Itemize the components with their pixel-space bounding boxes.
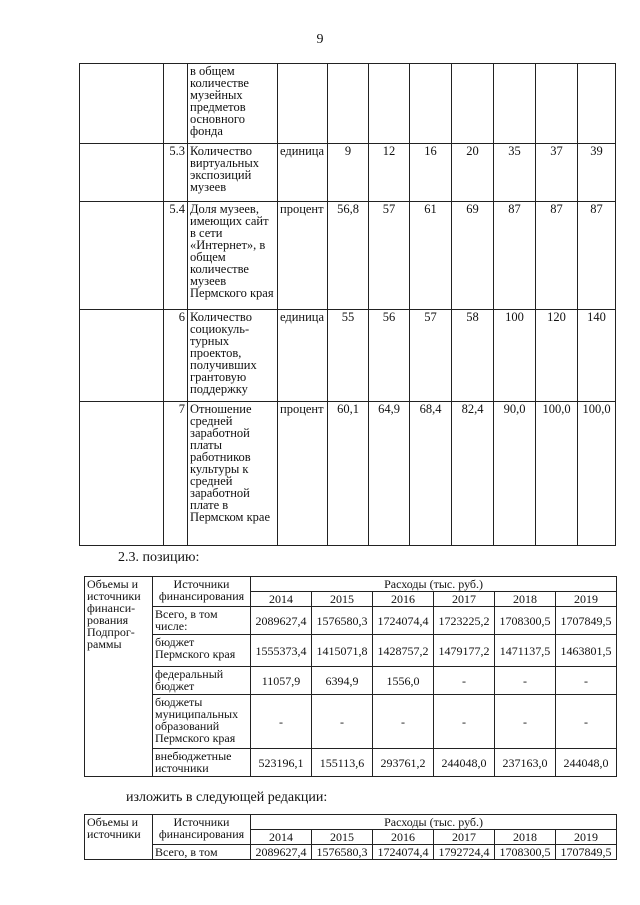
value-cell: 35: [494, 144, 536, 202]
year-header: 2019: [556, 830, 617, 845]
row-number: 6: [164, 310, 188, 402]
unit-cell: единица: [278, 144, 328, 202]
amount-cell: 1415071,8: [312, 635, 373, 667]
amount-cell: 11057,9: [251, 667, 312, 695]
amount-cell: 1576580,3: [312, 607, 373, 635]
expenses-header: Расходы (тыс. руб.): [251, 815, 617, 830]
year-header: 2019: [556, 592, 617, 607]
row-number: 5.3: [164, 144, 188, 202]
value-cell: 100,0: [536, 402, 578, 546]
amount-cell: 1708300,5: [495, 607, 556, 635]
year-header: 2017: [434, 830, 495, 845]
value-cell: 87: [536, 202, 578, 310]
amount-cell: -: [373, 695, 434, 749]
value-cell: 57: [410, 310, 452, 402]
unit-cell: процент: [278, 402, 328, 546]
table-row: [80, 144, 616, 202]
year-header: 2014: [251, 592, 312, 607]
value-cell: 68,4: [410, 402, 452, 546]
left-blank-cell: [80, 202, 164, 310]
indicator-name: Доля музеев, имеющих сайт в сети «Интернет», в общем количестве музеев Пермского края: [188, 202, 278, 310]
left-blank-cell: [80, 402, 164, 546]
indicator-name: в общем количестве музейных предметов основного фонда: [188, 64, 278, 144]
year-header: 2015: [312, 830, 373, 845]
amount-cell: -: [495, 695, 556, 749]
left-blank-cell: [80, 144, 164, 202]
value-cell: 100,0: [578, 402, 616, 546]
source-name: Всего, в том: [153, 845, 251, 860]
source-name: бюджеты муниципальных образований Пермского края: [153, 695, 251, 749]
value-cell: 9: [328, 144, 369, 202]
sources-header: Источники финансирования: [153, 577, 251, 607]
value-cell: 100: [494, 310, 536, 402]
value-cell: 120: [536, 310, 578, 402]
value-cell: [578, 64, 616, 144]
row-number: [164, 64, 188, 144]
year-header: 2018: [495, 830, 556, 845]
amount-cell: 2089627,4: [251, 607, 312, 635]
amount-cell: 1707849,5: [556, 845, 617, 860]
table-row: [85, 667, 617, 695]
source-name: внебюджетные источники: [153, 749, 251, 777]
edit-heading: изложить в следующей редакции:: [126, 790, 328, 805]
year-header: 2017: [434, 592, 495, 607]
year-header: 2015: [312, 592, 373, 607]
indicator-name: Количество социокуль-турных проектов, получивших грантовую поддержку: [188, 310, 278, 402]
unit-cell: процент: [278, 202, 328, 310]
value-cell: [410, 64, 452, 144]
table-row: [80, 64, 616, 144]
financing-table-new: [84, 814, 617, 860]
amount-cell: 1708300,5: [495, 845, 556, 860]
value-cell: 87: [578, 202, 616, 310]
value-cell: 90,0: [494, 402, 536, 546]
amount-cell: 523196,1: [251, 749, 312, 777]
sources-header: Источники финансирования: [153, 815, 251, 845]
value-cell: [369, 64, 410, 144]
source-name: Всего, в том числе:: [153, 607, 251, 635]
financing-table-current: [84, 576, 617, 777]
amount-cell: 1479177,2: [434, 635, 495, 667]
value-cell: 64,9: [369, 402, 410, 546]
section-heading: 2.3. позицию:: [118, 550, 200, 565]
amount-cell: -: [556, 695, 617, 749]
amount-cell: -: [434, 667, 495, 695]
amount-cell: -: [434, 695, 495, 749]
value-cell: 37: [536, 144, 578, 202]
value-cell: 56,8: [328, 202, 369, 310]
year-header: 2016: [373, 830, 434, 845]
amount-cell: 1428757,2: [373, 635, 434, 667]
value-cell: 20: [452, 144, 494, 202]
indicator-name: Отношение средней заработной платы работников культуры к средней заработной плате в Пермском крае: [188, 402, 278, 546]
amount-cell: 1576580,3: [312, 845, 373, 860]
amount-cell: -: [312, 695, 373, 749]
row-number: 7: [164, 402, 188, 546]
value-cell: [452, 64, 494, 144]
year-header: 2016: [373, 592, 434, 607]
expenses-header: Расходы (тыс. руб.): [251, 577, 617, 592]
table-row: [85, 845, 617, 860]
value-cell: 87: [494, 202, 536, 310]
amount-cell: -: [556, 667, 617, 695]
indicators-table: [79, 63, 616, 546]
table-row: [85, 695, 617, 749]
value-cell: 57: [369, 202, 410, 310]
source-name: федеральный бюджет: [153, 667, 251, 695]
amount-cell: -: [495, 667, 556, 695]
value-cell: [494, 64, 536, 144]
value-cell: 58: [452, 310, 494, 402]
value-cell: 56: [369, 310, 410, 402]
amount-cell: 237163,0: [495, 749, 556, 777]
amount-cell: 1724074,4: [373, 607, 434, 635]
value-cell: 140: [578, 310, 616, 402]
table-row: [80, 202, 616, 310]
amount-cell: 1471137,5: [495, 635, 556, 667]
page-number: 9: [316, 32, 324, 47]
row-number: 5.4: [164, 202, 188, 310]
amount-cell: 1707849,5: [556, 607, 617, 635]
amount-cell: 155113,6: [312, 749, 373, 777]
value-cell: 82,4: [452, 402, 494, 546]
value-cell: 60,1: [328, 402, 369, 546]
amount-cell: 6394,9: [312, 667, 373, 695]
amount-cell: 1556,0: [373, 667, 434, 695]
financing-label: Объемы и источники финанси-рования Подпрог-раммы: [85, 577, 153, 777]
table-row: [85, 607, 617, 635]
financing-label: Объемы и источники: [85, 815, 153, 860]
unit-cell: единица: [278, 310, 328, 402]
indicator-name: Количество виртуальных экспозиций музеев: [188, 144, 278, 202]
year-header: 2014: [251, 830, 312, 845]
value-cell: [328, 64, 369, 144]
amount-cell: 1555373,4: [251, 635, 312, 667]
table-row: [85, 635, 617, 667]
table-row: [80, 402, 616, 546]
unit-cell: [278, 64, 328, 144]
left-blank-cell: [80, 64, 164, 144]
table-row: [80, 310, 616, 402]
value-cell: 12: [369, 144, 410, 202]
value-cell: 69: [452, 202, 494, 310]
year-header: 2018: [495, 592, 556, 607]
amount-cell: 1723225,2: [434, 607, 495, 635]
value-cell: 55: [328, 310, 369, 402]
left-blank-cell: [80, 310, 164, 402]
amount-cell: 1792724,4: [434, 845, 495, 860]
amount-cell: 1724074,4: [373, 845, 434, 860]
value-cell: 39: [578, 144, 616, 202]
value-cell: [536, 64, 578, 144]
amount-cell: 244048,0: [434, 749, 495, 777]
source-name: бюджет Пермского края: [153, 635, 251, 667]
value-cell: 16: [410, 144, 452, 202]
amount-cell: 1463801,5: [556, 635, 617, 667]
amount-cell: 244048,0: [556, 749, 617, 777]
amount-cell: -: [251, 695, 312, 749]
amount-cell: 2089627,4: [251, 845, 312, 860]
amount-cell: 293761,2: [373, 749, 434, 777]
table-row: [85, 749, 617, 777]
value-cell: 61: [410, 202, 452, 310]
